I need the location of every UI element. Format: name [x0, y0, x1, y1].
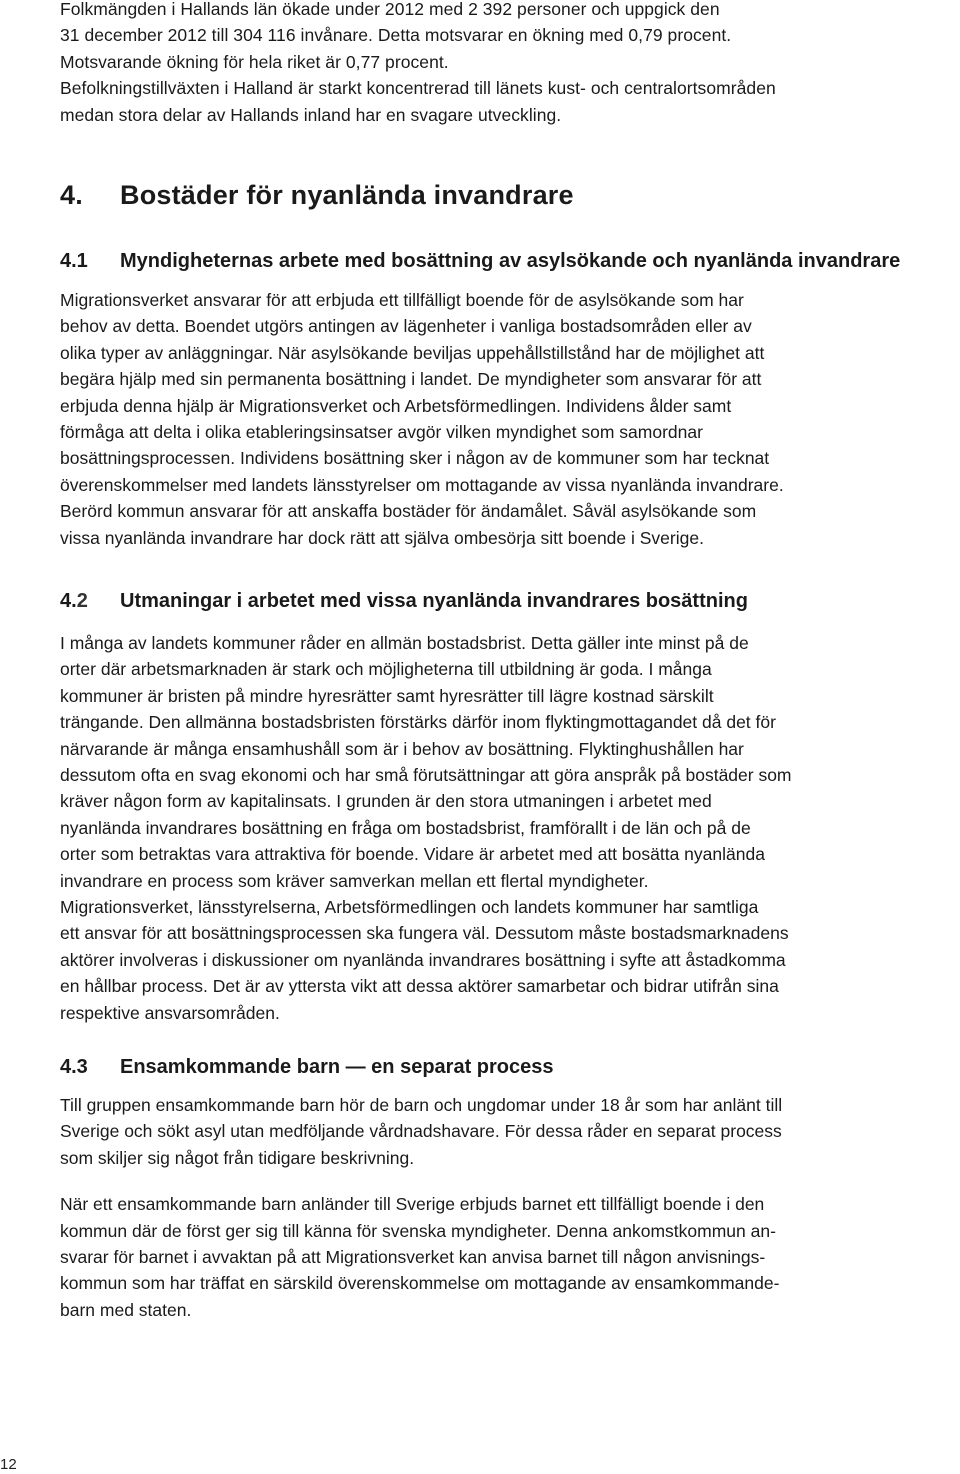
page-number: 12 — [0, 1456, 17, 1473]
body-line: Sverige och sökt asyl utan medföljande vårdnadshavare. För dessa råder en separat process — [60, 1121, 782, 1142]
body-line: kräver någon form av kapitalinsats. I grunden är den stora utmaningen i arbetet med — [60, 791, 712, 812]
body-line: kommuner är bristen på mindre hyresrätter samt hyresrätter till lägre kostnad särskilt — [60, 685, 714, 706]
body-line: vissa nyanlända invandrare har dock rätt att själva ombesörja sitt boende i Sverige. — [60, 527, 704, 548]
paragraph — [60, 1191, 940, 1323]
body-line: nyanlända invandrares bosättning en fråga om bostadsbrist, framförallt i de län och på de — [60, 817, 751, 838]
body-line: överenskommelser med landets länsstyrelser om mottagande av vissa nyanlända invandrare. — [60, 474, 784, 495]
body-line: ett ansvar för att bosättningsprocessen ska fungera väl. Dessutom måste bostadsmarknadens — [60, 923, 789, 944]
section-number: 4.3 — [60, 1056, 88, 1078]
section-4-1-body — [60, 287, 940, 551]
intro-line: Folkmängden i Hallands län ökade under 2012 med 2 392 personer och uppgick den — [60, 0, 720, 19]
section-title: Utmaningar i arbetet med vissa nyanlända invandrares bosättning — [120, 590, 748, 612]
intro-line: medan stora delar av Hallands inland har en svagare utveckling. — [60, 104, 562, 125]
body-line: Till gruppen ensamkommande barn hör de barn och ungdomar under 18 år som har anlänt till — [60, 1095, 783, 1115]
section-number: 4. — [60, 180, 83, 210]
body-line: erbjuda denna hjälp är Migrationsverket och Arbetsförmedlingen. Individens ålder samt — [60, 395, 732, 416]
paragraph-gap — [60, 1171, 940, 1191]
intro-line: Motsvarande ökning för hela riket är 0,77 procent. — [60, 51, 449, 72]
section-title: Ensamkommande barn — en separat process — [120, 1056, 554, 1078]
body-line: orter där arbetsmarknaden är stark och möjligheterna till utbildning är goda. I många — [60, 659, 712, 680]
body-line: närvarande är många ensamhushåll som är i behov av bosättning. Flyktinghushållen har — [60, 738, 744, 759]
section-number-sub: 2 — [76, 590, 88, 612]
body-line: invandrare en process som kräver samverkan mellan ett flertal myndigheter. — [60, 870, 649, 891]
intro-paragraph — [60, 0, 940, 128]
section-4-1-heading — [60, 250, 900, 273]
body-line: I många av landets kommuner råder en allmän bostadsbrist. Detta gäller inte minst på de — [60, 633, 749, 653]
body-line: förmåga att delta i olika etableringsinsatser avgör vilken myndighet som samordnar — [60, 422, 703, 443]
section-4-2-body — [60, 630, 940, 1026]
body-line: orter som betraktas vara attraktiva för boende. Vidare är arbetet med att bosätta nyanlända — [60, 844, 765, 865]
section-4-heading — [60, 180, 574, 211]
paragraph — [60, 1092, 940, 1171]
body-line: bosättningsprocessen. Individens bosättning sker i någon av de kommuner som har tecknat — [60, 448, 770, 469]
section-title: Myndigheternas arbete med bosättning av asylsökande och nyanlända invandrare — [120, 250, 901, 272]
body-line: barn med staten. — [60, 1299, 192, 1320]
body-line: kommun där de först ger sig till känna för svenska myndigheter. Denna ankomstkommun an- — [60, 1220, 776, 1241]
body-line: kommun som har träffat en särskild överenskommelse om mottagande av ensamkommande- — [60, 1273, 780, 1294]
section-title: Bostäder för nyanlända invandrare — [120, 180, 574, 210]
body-line: aktörer involveras i diskussioner om nyanlända invandrares bosättning i syfte att åstadkomma — [60, 949, 786, 970]
body-line: olika typer av anläggningar. När asylsökande beviljas uppehållstillstånd har de möjlighet att — [60, 342, 765, 363]
body-line: respektive ansvarsområden. — [60, 1002, 280, 1023]
body-line: Migrationsverket, länsstyrelserna, Arbetsförmedlingen och landets kommuner har samtliga — [60, 897, 759, 918]
body-line: svarar för barnet i avvaktan på att Migrationsverket kan anvisa barnet till någon anvisnings- — [60, 1247, 766, 1268]
section-number-main: 4. — [60, 590, 77, 612]
intro-line: 31 december 2012 till 304 116 invånare. Detta motsvarar en ökning med 0,79 procent. — [60, 25, 732, 46]
body-line: När ett ensamkommande barn anländer till Sverige erbjuds barnet ett tillfälligt boende i den — [60, 1194, 765, 1215]
body-line: som skiljer sig något från tidigare beskrivning. — [60, 1147, 415, 1168]
body-line: Migrationsverket ansvarar för att erbjuda ett tillfälligt boende för de asylsökande som har — [60, 290, 744, 310]
intro-line: Befolkningstillväxten i Halland är starkt koncentrerad till länets kust- och centralortsområden — [60, 78, 776, 99]
body-line: behov av detta. Boendet utgörs antingen av lägenheter i vanliga bostadsområden eller av — [60, 316, 752, 337]
section-number — [60, 590, 120, 613]
body-line: dessutom ofta en svag ekonomi och har små förutsättningar att göra anspråk på bostäder som — [60, 765, 792, 786]
body-line: trängande. Den allmänna bostadsbristen förstärks därför inom flyktingmottagandet då det för — [60, 712, 776, 733]
body-line: Berörd kommun ansvarar för att anskaffa bostäder för ändamålet. Såväl asylsökande som — [60, 501, 757, 522]
section-4-3-heading — [60, 1056, 554, 1079]
section-4-2-heading — [60, 590, 748, 613]
body-line: begära hjälp med sin permanenta bosättning i landet. De myndigheter som ansvarar för att — [60, 369, 762, 390]
section-4-3-body — [60, 1092, 940, 1323]
body-line: en hållbar process. Det är av yttersta vikt att dessa aktörer samarbetar och bidrar utifrån sina — [60, 976, 779, 997]
section-number: 4.1 — [60, 250, 88, 272]
